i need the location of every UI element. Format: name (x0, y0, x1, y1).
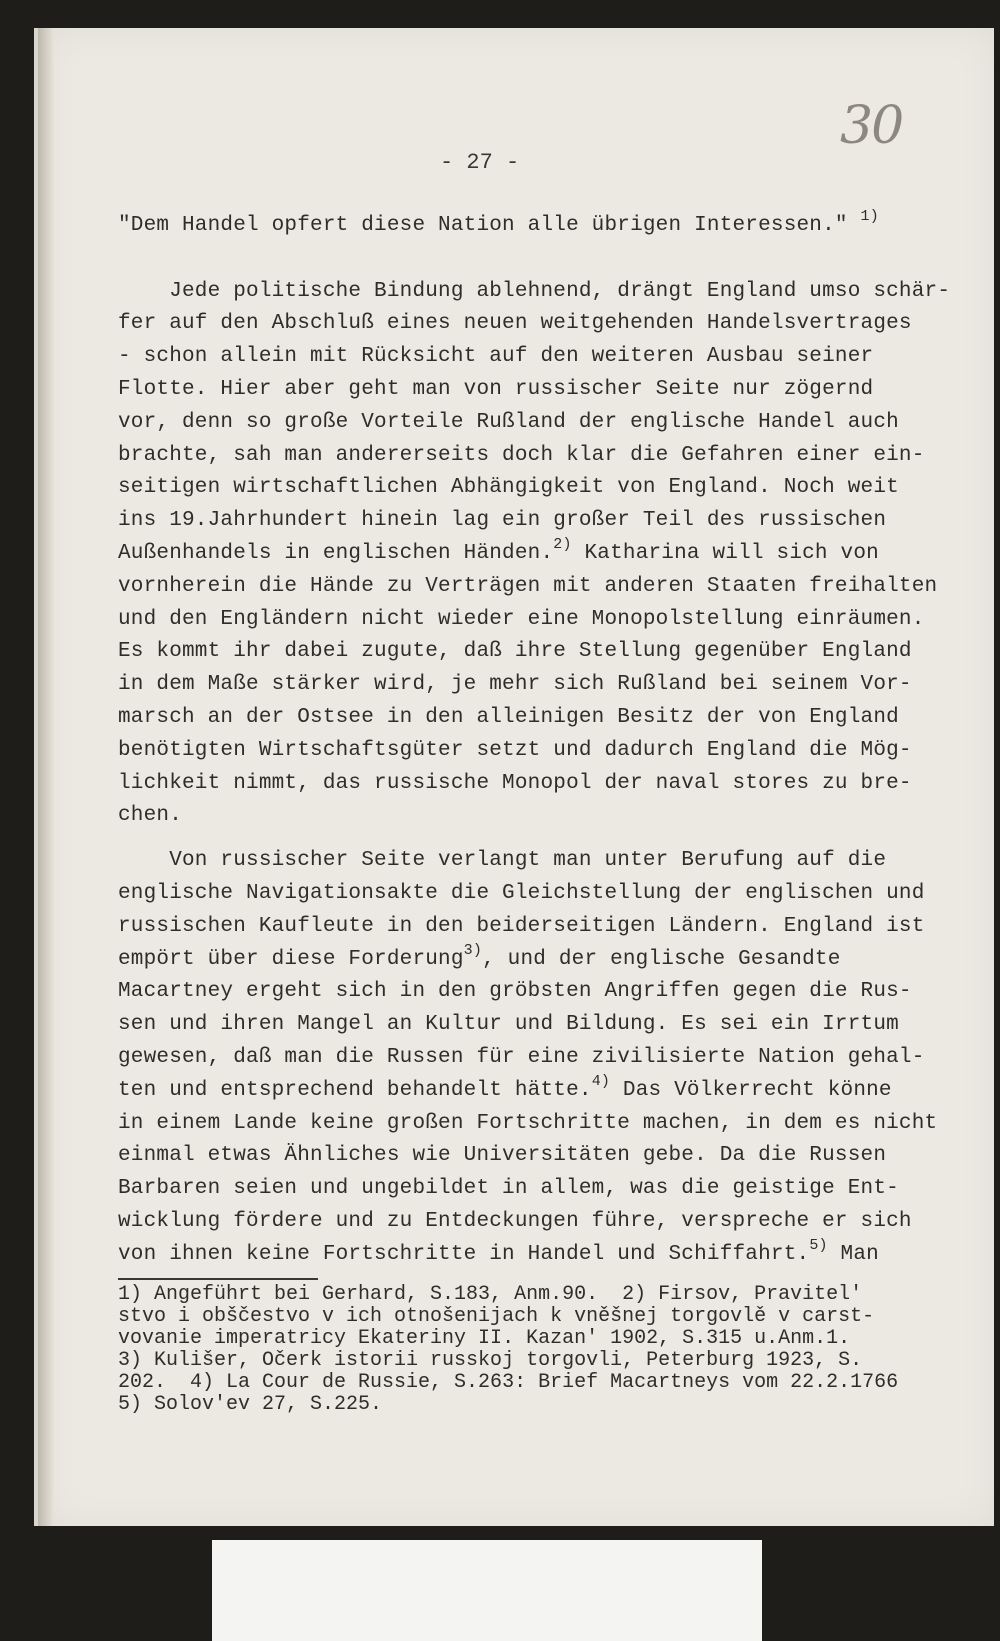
text-line (118, 571, 978, 604)
text-line (118, 702, 978, 735)
page-number: - 27 - (440, 150, 520, 175)
text-line (118, 374, 978, 407)
line-text: Von russischer Seite verlangt man unter Berufung auf die (118, 849, 887, 873)
text-line (118, 1108, 978, 1141)
line-text: brachte, sah man andererseits doch klar die Gefahren einer ein- (118, 443, 925, 467)
line-text: Jede politische Bindung ablehnend, drängt England umso schär- (118, 279, 951, 303)
line-text: in einem Lande keine großen Fortschritte machen, in dem es nicht (118, 1111, 938, 1135)
handwritten-page-number: 30 (840, 96, 903, 156)
text-line (118, 976, 978, 1009)
text-line (118, 535, 978, 571)
line-text: in dem Maße stärker wird, je mehr sich Rußland bei seinem Vor- (118, 673, 912, 697)
line-text: russischen Kaufleute in den beiderseitigen Ländern. England ist (118, 914, 925, 938)
line-text: Macartney ergeht sich in den gröbsten Angriffen gegen die Rus- (118, 980, 912, 1004)
text-line (118, 243, 978, 276)
text-line (118, 341, 978, 374)
line-text: Außenhandels in englischen Händen. (118, 541, 554, 565)
text-line (118, 1206, 978, 1239)
line-text-continued: , und der englische Gesandte (482, 947, 841, 971)
text-line (118, 735, 978, 768)
line-text-continued: Man (827, 1242, 879, 1266)
footnote-rule (118, 1278, 318, 1280)
line-text: seitigen wirtschaftlichen Abhängigkeit von England. Noch weit (118, 476, 899, 500)
text-line (118, 669, 978, 702)
line-text: englische Navigationsakte die Gleichstellung der englischen und (118, 881, 925, 905)
line-text: vor, denn so große Vorteile Rußland der englische Handel auch (118, 410, 899, 434)
line-text: ten und entsprechend behandelt hätte. (118, 1078, 592, 1102)
text-line (118, 1236, 978, 1272)
footnote-line: 1) Angeführt bei Gerhard, S.183, Anm.90. 2) Firsov, Pravitel' (118, 1283, 863, 1306)
text-line (118, 1009, 978, 1042)
text-line (118, 472, 978, 505)
text-line (118, 1072, 978, 1108)
text-line (118, 768, 978, 801)
line-text: benötigten Wirtschaftsgüter setzt und dadurch England die Mög- (118, 738, 912, 762)
binding-edge (38, 28, 54, 1526)
line-text: "Dem Handel opfert diese Nation alle übrigen Interessen." (118, 214, 861, 237)
line-text: empört über diese Forderung (118, 947, 464, 971)
line-text: sen und ihren Mangel an Kultur und Bildung. Es sei ein Irrtum (118, 1013, 899, 1037)
line-text: vornherein die Hände zu Verträgen mit anderen Staaten freihalten (118, 574, 938, 598)
line-text: lichkeit nimmt, das russische Monopol der naval stores zu bre- (118, 771, 912, 795)
text-line (118, 845, 978, 878)
line-text: Es kommt ihr dabei zugute, daß ihre Stellung gegenüber England (118, 640, 912, 664)
footnote-line: 5) Solov'ev 27, S.225. (118, 1393, 383, 1416)
text-line (118, 276, 978, 309)
footnote-marker: 5) (809, 1236, 828, 1254)
text-line (118, 505, 978, 538)
footnote-line: 202. 4) La Cour de Russie, S.263: Brief Macartneys vom 22.2.1766 (118, 1371, 899, 1394)
footnote-marker: 4) (591, 1072, 611, 1090)
scan-strip (212, 1540, 762, 1641)
text-line (118, 407, 978, 440)
line-text: - schon allein mit Rücksicht auf den weiteren Ausbau seiner (118, 345, 874, 369)
line-text: einmal etwas Ähnliches wie Universitäten gebe. Da die Russen (118, 1144, 887, 1168)
text-line (118, 440, 978, 473)
line-text: chen. (118, 804, 183, 828)
line-text: gewesen, daß man die Russen für eine zivilisierte Nation gehal- (118, 1045, 925, 1069)
footnote-line: stvo i obščestvo v ich otnošenijach k vněšnej torgovlě v carst- (118, 1305, 875, 1328)
text-line (118, 878, 978, 911)
line-text-continued: Katharina will sich von (571, 541, 879, 565)
text-line (118, 833, 978, 845)
text-line (118, 1173, 978, 1206)
footnote-line: 3) Kulišer, Očerk istorii russkoj torgovli, Peterburg 1923, S. (118, 1349, 863, 1372)
text-line (118, 941, 978, 977)
footnote-marker: 3) (463, 941, 483, 959)
line-text: fer auf den Abschluß eines neuen weitgehenden Handelsvertrages (118, 312, 912, 336)
text-line (118, 800, 978, 833)
text-line (118, 1042, 978, 1075)
line-text: marsch an der Ostsee in den alleinigen Besitz der von England (118, 705, 899, 729)
footnote-line: vovanie imperatricy Ekateriny II. Kazan' 1902, S.315 u.Anm.1. (118, 1327, 851, 1350)
text-line (118, 911, 978, 944)
text-line (118, 636, 978, 669)
footnotes (118, 1284, 978, 1416)
footnote-marker: 2) (553, 535, 572, 553)
footnote-marker: 1) (860, 208, 879, 225)
line-text: Barbaren seien und ungebildet in allem, was die geistige Ent- (118, 1177, 899, 1201)
line-text: Flotte. Hier aber geht man von russischer Seite nur zögernd (118, 377, 874, 401)
line-text-continued: Das Völkerrecht könne (610, 1078, 892, 1102)
text-line (118, 604, 978, 637)
line-text: und den Engländern nicht wieder eine Monopolstellung einräumen. (118, 607, 925, 631)
text-line (118, 1140, 978, 1173)
line-text: ins 19.Jahrhundert hinein lag ein großer Teil des russischen (118, 509, 887, 533)
text-line (118, 210, 978, 243)
text-line (118, 308, 978, 341)
line-text: von ihnen keine Fortschritte in Handel und Schiffahrt. (118, 1242, 810, 1266)
line-text: wicklung fördere und zu Entdeckungen führe, verspreche er sich (118, 1209, 912, 1233)
body-text (118, 210, 978, 1272)
